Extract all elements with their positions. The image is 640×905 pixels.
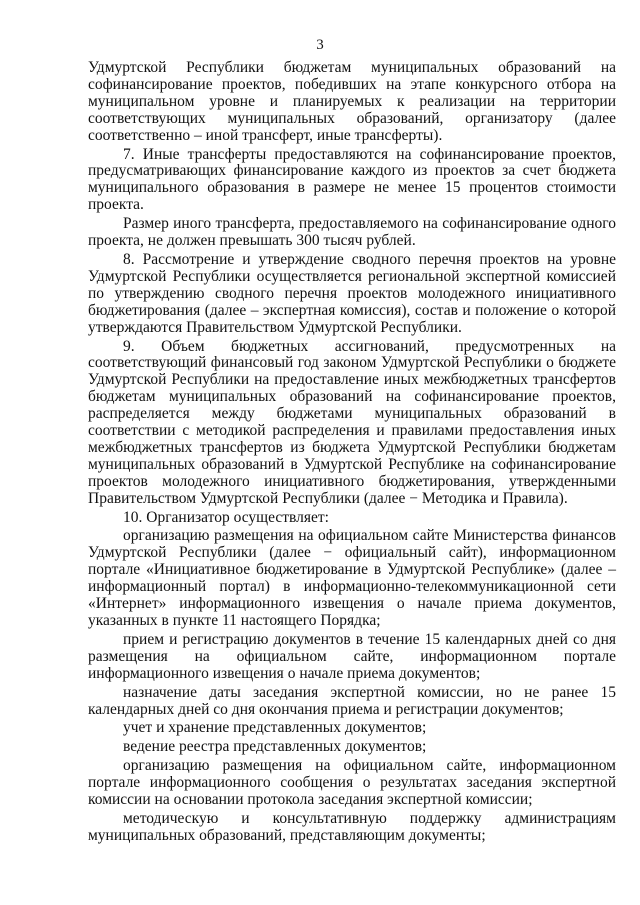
paragraph-item-10: 10. Организатор осуществляет: <box>123 508 329 526</box>
list-item-results-publication: организацию размещения на официальном сайте, информационном портале информационного сообщения о результатах заседания экспертной комиссии на основании протокола заседания экспертной комиссии; <box>88 757 616 809</box>
page-number: 3 <box>316 37 324 53</box>
list-item-registry: ведение реестра представленных документов; <box>123 738 427 756</box>
list-item-publication: организацию размещения на официальном сайте Министерства финансов Удмуртской Республики (далее − официальный сайт), информационном портале «Инициативное бюджетирование в Удмуртской Республике» (далее – информационный портал) в информационно-телекоммуникационной сети «Интернет» информационного извещения о начале приема документов, указанных в пункте 11 настоящего Порядка; <box>88 527 616 629</box>
list-item-registration: прием и регистрацию документов в течение 15 календарных дней со дня размещения на официальном сайте, информационном портале информационного извещения о начале приема документов; <box>88 630 616 682</box>
list-item-methodical-support: методическую и консультативную поддержку администрациям муниципальных образований, представляющим документы; <box>88 809 616 844</box>
paragraph-continuation: Удмуртской Республики бюджетам муниципальных образований на софинансирование проектов, победивших на этапе конкурсного отбора на муниципальном уровне и планируемых к реализации на территории соответствующих муниципальных образований, организатору (далее соответственно – иной трансферт, иные трансферты). <box>88 59 616 144</box>
paragraph-item-7: 7. Иные трансферты предоставляются на софинансирование проектов, предусматривающих финансирование каждого из проектов за счет бюджета муниципального образования в размере не менее 15 процентов стоимости проекта. <box>88 145 616 214</box>
list-item-meeting-date: назначение даты заседания экспертной комиссии, но не ранее 15 календарных дней со дня окончания приема и регистрации документов; <box>88 683 616 718</box>
paragraph-item-9: 9. Объем бюджетных ассигнований, предусмотренных на соответствующий финансовый год законом Удмуртской Республики о бюджете Удмуртской Республики на предоставление иных межбюджетных трансфертов бюджетам муниципальных образований на софинансирование проектов, распределяется между бюджетами муниципальных образований в соответствии с методикой распределения и правилами предоставления иных межбюджетных трансфертов из бюджета Удмуртской Республики бюджетам муниципальных образований в Удмуртской Республике на софинансирование проектов молодежного инициативного бюджетирования, утвержденными Правительством Удмуртской Республики (далее − Методика и Правила). <box>88 337 616 507</box>
document-body <box>88 60 616 845</box>
paragraph-item-8: 8. Рассмотрение и утверждение сводного перечня проектов на уровне Удмуртской Республики осуществляется региональной экспертной комиссией по утверждению сводного перечня проектов молодежного инициативного бюджетирования (далее – экспертная комиссия), состав и положение о которой утверждаются Правительством Удмуртской Республики. <box>88 250 616 336</box>
paragraph-transfer-limit: Размер иного трансферта, предоставляемого на софинансирование одного проекта, не должен превышать 300 тысяч рублей. <box>88 215 616 250</box>
list-item-storage: учет и хранение представленных документов; <box>123 719 427 737</box>
